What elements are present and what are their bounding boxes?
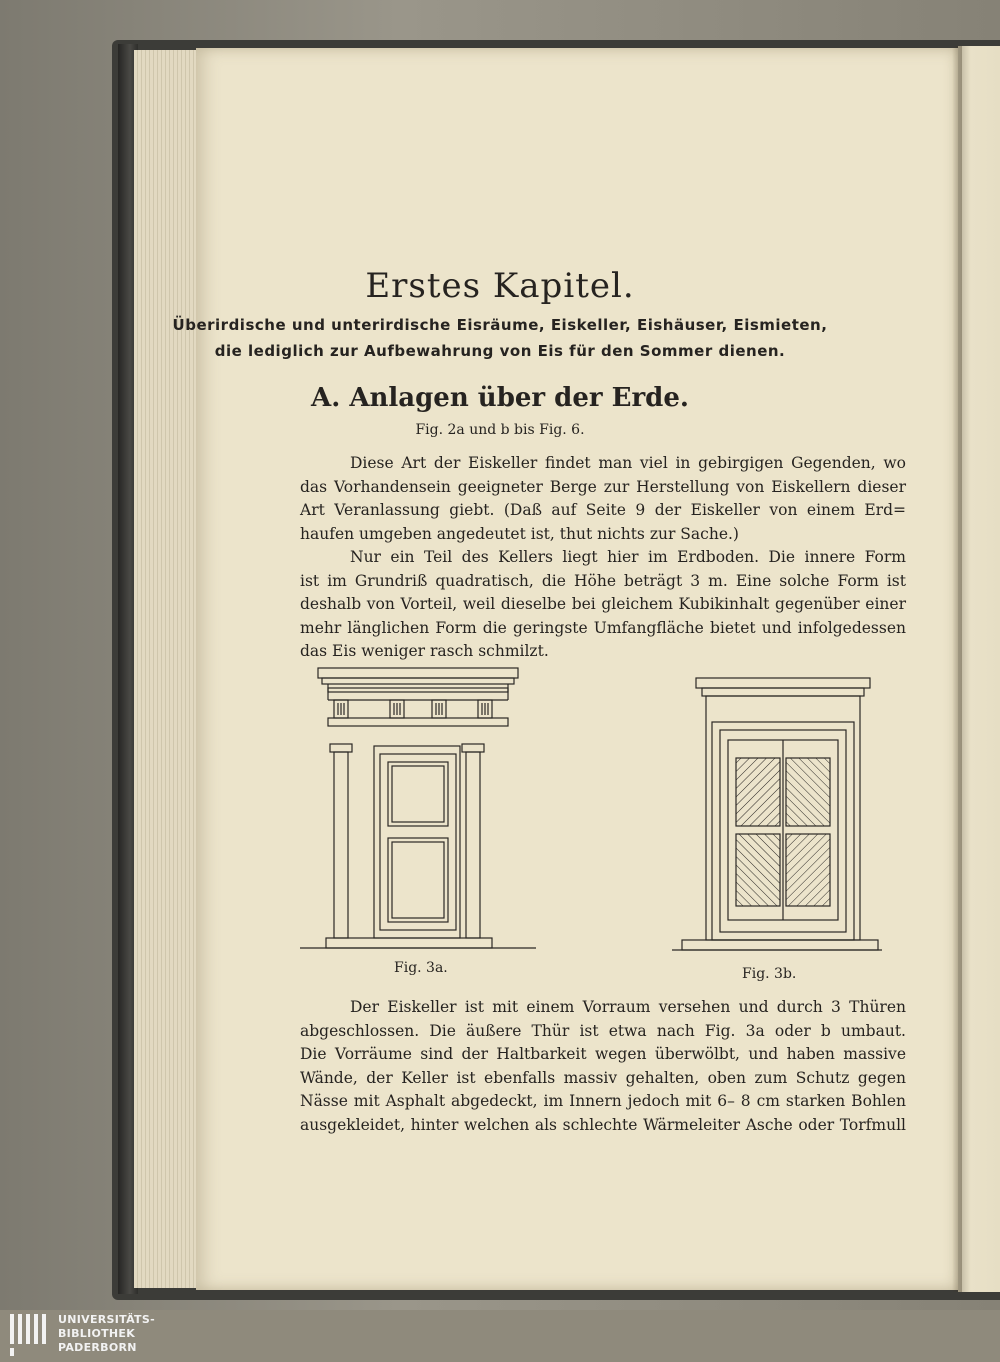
facing-page-edge [958,46,1000,1292]
paragraph-3 [300,996,906,1137]
door-panel-hatched [786,834,830,906]
figure-3a-caption: Fig. 3a. [394,960,448,976]
cornice-band [322,678,514,684]
column-right [466,752,480,938]
paragraph-1-line: das Vorhandensein geeigneter Berge zur Herstellung von Eiskellern dieser [300,477,906,496]
paragraph-3-line: Der Eiskeller ist mit einem Vorraum versehen und durch 3 Thüren [350,998,906,1016]
door-panel-lower [388,838,448,922]
step [682,940,878,950]
column-left [334,752,348,938]
chapter-title: Erstes Kapitel. [365,266,635,306]
paragraph-3-line: Nässe mit Asphalt abgedeckt, im Innern jedoch mit 6– 8 cm starken Bohlen [300,1092,906,1110]
paragraph-3-line: ausgekleidet, hinter welchen als schlechte Wärmeleiter Asche oder Torfmull [300,1115,906,1134]
paragraph-2-line: Nur ein Teil des Kellers liegt hier im Erdboden. Die innere Form [350,548,906,566]
paragraph-2-line: deshalb von Vorteil, weil dieselbe bei gleichem Kubikinhalt gegenüber einer [300,595,906,613]
library-name-line-1: UNIVERSITÄTS- [58,1313,155,1326]
library-name-line-3: PADERBORN [58,1341,137,1354]
cornice-top [696,678,870,688]
paragraph-3-line: abgeschlossen. Die äußere Thür ist etwa nach Fig. 3a oder b umbaut. [300,1021,906,1040]
cornice-top [318,668,518,678]
door-panel-hatched [736,834,780,906]
paragraph-1-line: Art Veranlassung giebt. (Daß auf Seite 9 der Eiskeller von einem Erd= [300,501,906,519]
library-logo-icon [8,1312,50,1358]
door-portal-figure-3a [296,664,538,954]
paragraph-2-line: das Eis weniger rasch schmilzt. [300,642,549,660]
paragraph-1-line: haufen umgeben angedeutet ist, thut nichts zur Sache.) [300,524,739,543]
paragraph-1-line: Diese Art der Eiskeller findet man viel in gebirgigen Gegenden, wo [350,454,906,472]
capital-right [462,744,484,752]
chapter-subtitle-line-2: die lediglich zur Aufbewahrung von Eis für den Sommer dienen. [214,342,786,360]
paragraph-2-line: mehr länglichen Form die geringste Umfangfläche bietet und infolgedessen [300,618,906,637]
capital-left [330,744,352,752]
figure-3b-caption: Fig. 3b. [742,966,797,982]
section-title: A. Anlagen über der Erde. [311,383,689,413]
gutter-shadow [952,46,962,1292]
paragraph-2-line: ist im Grundriß quadratisch, die Höhe beträgt 3 m. Eine solche Form ist [300,571,906,590]
door-panel-upper [388,762,448,826]
paragraph-1 [300,452,906,546]
library-name-line-2: BIBLIOTHEK [58,1327,136,1340]
chapter-subtitle-line-1: Überirdische und unterirdische Eisräume, Eiskeller, Eishäuser, Eismieten, [172,316,828,334]
door-panel-hatched [786,758,830,826]
figure-reference: Fig. 2a und b bis Fig. 6. [415,422,585,438]
door-portal-figure-3b [672,674,882,958]
paragraph-3-line: Wände, der Keller ist ebenfalls massiv gehalten, oben zum Schutz gegen [300,1068,906,1087]
paragraph-3-line: Die Vorräume sind der Haltbarkeit wegen überwölbt, und haben massive [300,1045,906,1063]
paragraph-2 [300,546,906,664]
door-panel-hatched [736,758,780,826]
page-stack-edge [134,50,198,1288]
